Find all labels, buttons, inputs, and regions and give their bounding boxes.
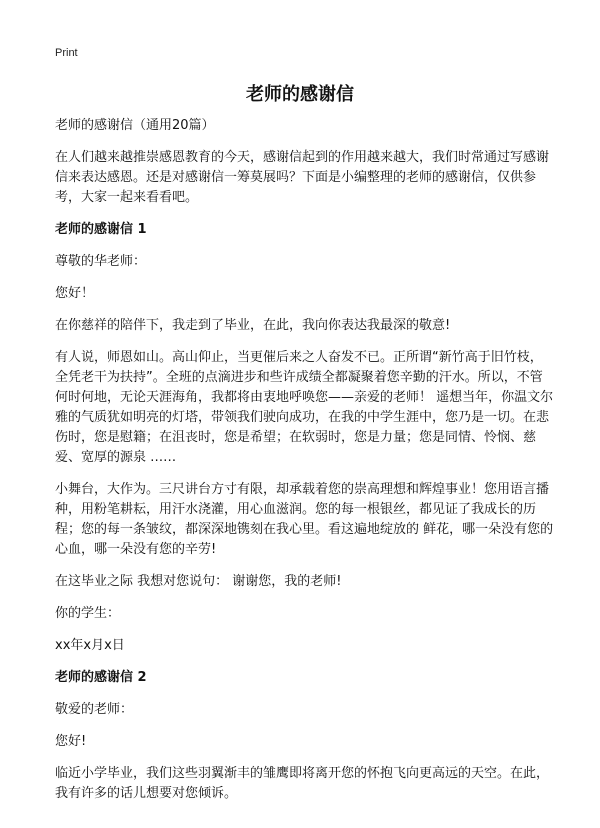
letter-2-heading: 老师的感谢信 2 [55,670,147,685]
intro-paragraph: 在人们越来越推崇感恩教育的今天，感谢信起到的作用越来越大，我们时常通过写感谢信来表达感恩。还是对感谢信一筹莫展吗？下面是小编整理的老师的感谢信，仅供参考，大家一起来看看吧。 [55,150,550,205]
letter-1-paragraph-1: 在你慈祥的陪伴下，我走到了毕业，在此，我向你表达我最深的敬意! [55,318,451,333]
letter-1-closing: 你的学生： [55,606,121,621]
letter-2-salutation: 敬爱的老师： [55,702,134,717]
letter-1-paragraph-3: 小舞台，大作为。三尺讲台方寸有限，却承载着您的崇高理想和辉煌事业！您用语言播种，用粉笔耕耘，用汗水浇灌，用心血滋润。您的每一根银丝，都见证了我成长的历程；您的每一条皱纹，都深深地镌刻在我心里。看这遍地绽放的 鲜花，哪一朵没有您的心血，哪一朵没有您的辛劳! [55,482,554,557]
letter-1-salutation: 尊敬的华老师： [55,254,147,269]
letter-1-date: xx年x月x日 [55,638,125,653]
letter-1-paragraph-2: 有人说，师恩如山。高山仰止，当更催后来之人奋发不已。正所谓“新竹高于旧竹枝，全凭老干为扶持”。全班的点滴进步和些许成绩全都凝聚着您辛勤的汗水。所以，不管何时何地，无论天涯海角，我都将由衷地呼唤您——亲爱的老师！ 遥想当年，你温文尔雅的气质犹如明亮的灯塔，带领我们驶向成功，在我的中学生涯中，您乃是一切。在悲伤时，您是慰籍；在沮丧时，您是希望；在软弱时，您是力量；您是同情、怜悯、慈爱、宽厚的源泉 …… [55,350,554,465]
letter-2-paragraph-1: 临近小学毕业，我们这些羽翼渐丰的雏鹰即将离开您的怀抱飞向更高远的天空。在此，我有许多的话儿想要对您倾诉。 [55,766,550,801]
print-link[interactable]: Print [55,47,78,59]
document-subtitle: 老师的感谢信（通用20篇） [55,118,215,133]
letter-1-greeting: 您好！ [55,286,95,301]
page-title: 老师的感谢信 [246,84,354,105]
letter-2-greeting: 您好! [55,734,87,749]
letter-1-heading: 老师的感谢信 1 [55,222,147,237]
document-body [55,116,555,816]
letter-1-paragraph-4: 在这毕业之际 我想对您说句： 谢谢您，我的老师! [55,574,342,589]
